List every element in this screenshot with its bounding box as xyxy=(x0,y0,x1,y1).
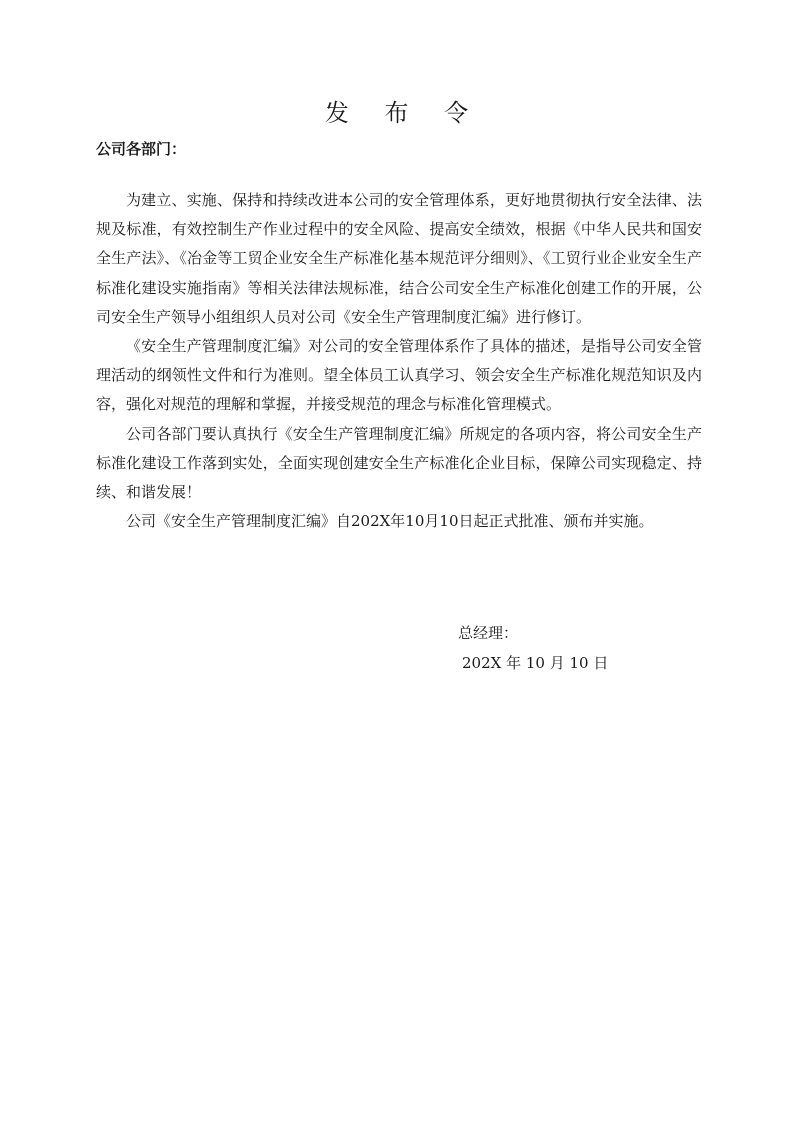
document-body xyxy=(96,186,702,536)
greeting: 公司各部门： xyxy=(96,140,187,158)
sign-date: 202X 年 10 月 10 日 xyxy=(462,654,609,672)
signer-label: 总经理： xyxy=(458,624,519,642)
paragraph-4: 公司《安全生产管理制度汇编》自202X年10月10日起正式批准、颁布并实施。 xyxy=(126,512,654,531)
paragraph-2: 《安全生产管理制度汇编》对公司的安全管理体系作了具体的描述，是指导公司安全管理活动的纲领性文件和行为准则。望全体员工认真学习、领会安全生产标准化规范知识及内容，强化对规范的理解和掌握，并接受规范的理念与标准化管理模式。 xyxy=(96,337,702,414)
document-title: 发 布 令 xyxy=(324,99,483,127)
paragraph-1: 为建立、实施、保持和持续改进本公司的安全管理体系，更好地贯彻执行安全法律、法规及标准，有效控制生产作业过程中的安全风险、提高安全绩效，根据《中华人民共和国安全生产法》、《冶金等工贸企业安全生产标准化基本规范评分细则》、《工贸行业企业安全生产标准化建设实施指南》等相关法律法规标准，结合公司安全生产标准化创建工作的开展，公司安全生产领导小组组织人员对公司《安全生产管理制度汇编》进行修订。 xyxy=(96,191,702,326)
paragraph-3: 公司各部门要认真执行《安全生产管理制度汇编》所规定的各项内容，将公司安全生产标准化建设工作落到实处，全面实现创建安全生产标准化企业目标，保障公司实现稳定、持续、和谐发展！ xyxy=(96,424,702,502)
